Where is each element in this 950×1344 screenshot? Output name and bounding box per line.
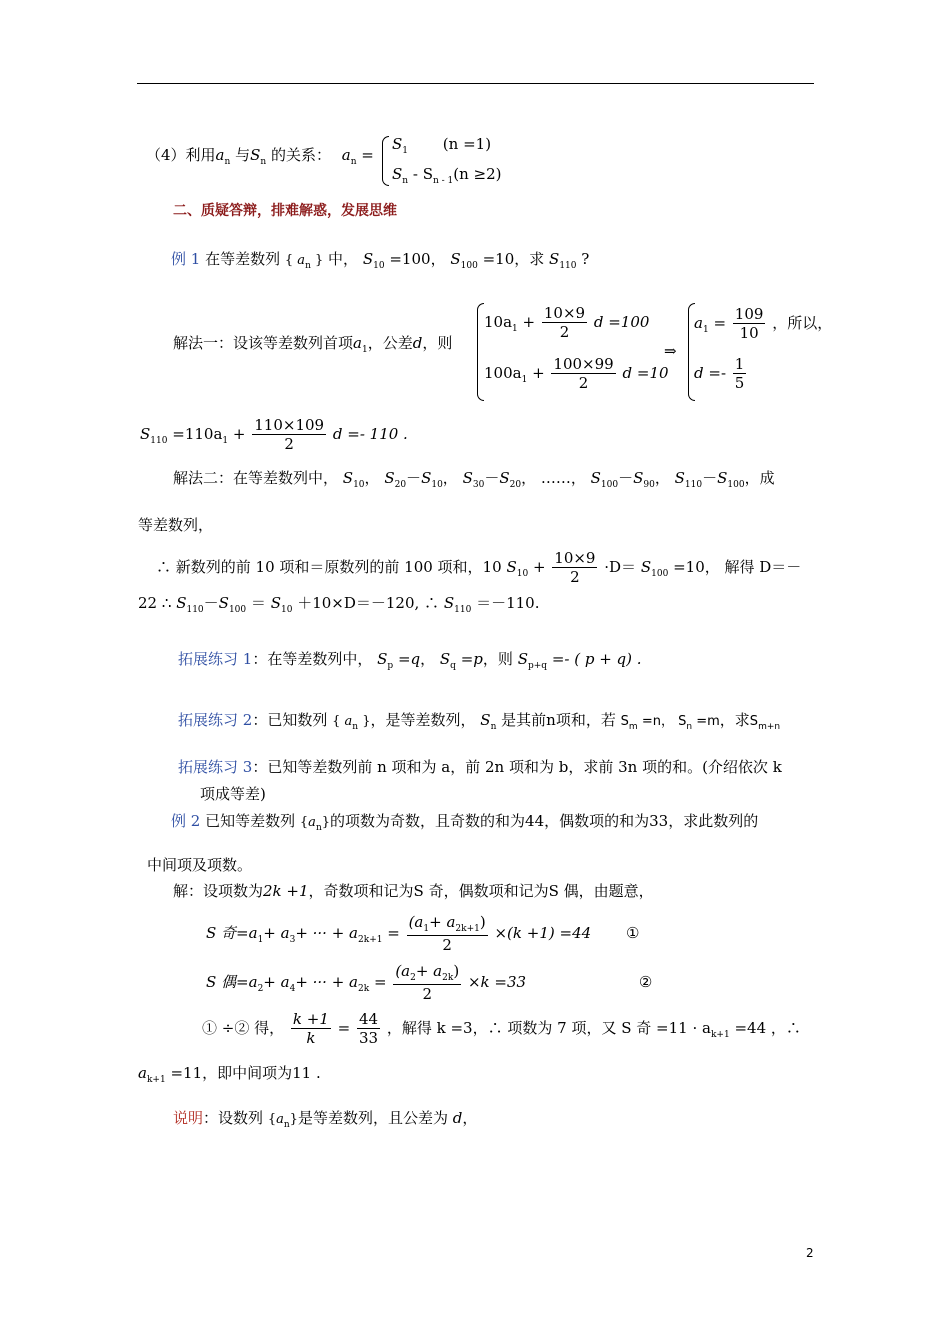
r2-num: 1: [734, 355, 745, 373]
sol1-eq1: $10a_1$ + $\frac{10\times 9}{2}$ d =100: [484, 304, 650, 341]
sol1-label: 解法一：设该等差数列首项: [173, 334, 354, 352]
example1-label: 例 1: [171, 250, 201, 268]
sol3-eq2-num-c: ): [453, 962, 460, 980]
div-num1: k +1: [292, 1010, 329, 1028]
sol2-line4-a: 22 ∴: [138, 594, 172, 612]
ext3-line1: [178, 760, 782, 775]
ext2-text-b: 是等差数列，: [385, 711, 476, 729]
sol2-line3-b: ·D＝: [604, 558, 637, 576]
sol3-eq2-num: (a: [395, 962, 411, 980]
eq2-den: 2: [578, 374, 589, 392]
case2-cond: (n ≥2): [453, 165, 502, 183]
sol3-eq1-num: (a: [408, 913, 424, 931]
sol2-line3-c: =10， 解得 D＝－: [673, 558, 802, 576]
sol3-last-c: ，即中间项为: [202, 1064, 293, 1082]
example1-ask: ，求: [514, 250, 545, 268]
sol1-ze: ，则: [422, 334, 453, 352]
sol3-even: S 偶: [548, 882, 579, 900]
example2-label: 例 2: [171, 812, 201, 830]
implies-arrow: ⇒: [664, 342, 677, 360]
eq2-lead: 100a: [484, 364, 522, 382]
final-den: 2: [284, 435, 294, 453]
note-text-a: ：设数列: [203, 1109, 264, 1127]
header-rule: [137, 83, 814, 84]
ext1-eq-b: =p: [460, 650, 483, 668]
sol3-last-d: 11 .: [292, 1064, 321, 1082]
note-line: 说明：设数列 $\{a_n\}$是等差数列，且公差为 d，: [173, 1109, 478, 1130]
final-num: 110×109: [254, 416, 325, 434]
eq2-tail: d =10: [622, 364, 669, 382]
note-text-c: ，: [462, 1109, 478, 1127]
example2-text-d: ，求此数列的: [668, 812, 759, 830]
sol2-line3-a: ∴ 新数列的前 10 项和＝原数列的前 100 项和，10: [156, 558, 502, 576]
ext1-eq-c: =- ( p + q) .: [551, 650, 642, 668]
item4-lhs: a: [341, 146, 351, 164]
example2-text-c: ，偶数项的和为: [544, 812, 650, 830]
example2-text-a: 已知等差数列: [205, 812, 296, 830]
div-num2: 44: [358, 1010, 379, 1028]
ext3-text: ：已知等差数列前 n 项和为 a，前 2n 项和为 b，求前 3n 项的和。(介绍依次 k: [252, 758, 782, 776]
sol3-div-b: ，解得 k =3，∴ 项数为 7 项，又 S 奇: [386, 1019, 652, 1037]
eq1-tail: d =100: [593, 313, 650, 331]
div-den2: 33: [358, 1029, 379, 1047]
ext2-n: n: [546, 711, 556, 729]
item4-case2: $S_n - S_{n - 1}(n \ge 2)$: [392, 165, 502, 186]
section-heading: 二、质疑答辩，排难解惑，发展思维: [173, 203, 397, 219]
example1-line: 例 1 在等差数列 { $a_n$ } 中， $S_{10} =100$， $S_{100} =10$，求 $S_{110}$ ?: [171, 250, 590, 271]
sol3-eq2-left: S 偶=a: [206, 973, 258, 991]
item4-text: 的关系：: [270, 146, 331, 164]
sol3-eq1-den: 2: [442, 936, 452, 954]
sol2-line4-b: ＋10×D＝－120, ∴: [297, 594, 440, 612]
ext1-text: ：在等差数列中，: [252, 650, 373, 668]
example2-line1: 例 2 已知等差数列 $\{a_n\}$的项数为奇数，且奇数的和为44，偶数项的和为33，求此数列的: [171, 812, 759, 833]
case2-expr: S: [392, 165, 403, 183]
sol3-div-a: ① ÷② 得，: [202, 1019, 285, 1037]
note-text-b: 是等差数列，且公差为: [297, 1109, 448, 1127]
ext2-text-d: 项和，若: [555, 711, 616, 729]
sol2-line3: ∴ 新数列的前 10 项和＝原数列的前 100 项和，10 $S_{10}$ + $\frac{10\times 9}{2}$ $\cdot D= S_{100} =10$， 解得 D＝－: [156, 549, 802, 586]
sol2-line1: 解法二：在等差数列中， $S_{10}$， $S_{20}-S_{10}$， $S_{30}-S_{20}$， ……， $S_{100}-S_{90}$， $S_{110}-S_{100}$，成: [173, 469, 775, 490]
note-label: 说明: [173, 1109, 204, 1127]
sol2-line2: 等差数列，: [138, 516, 214, 534]
ext2-text-a: ：已知数列: [252, 711, 328, 729]
ext3-line2: 项成等差): [200, 785, 266, 803]
sol3-eq1: S 奇$=a_1+ a_3+$ ··· + $a_{2k+1}$ = $\frac{(a_1+ a_{2k+1})}{2}$ ×(k +1) =44 ①: [206, 913, 640, 954]
sol3-eq1-mid: + a: [263, 924, 290, 942]
eq1-num: 10×9: [543, 304, 586, 322]
sol3-div: ① ÷② 得， $\frac{k +1}{k}$ = $\frac{44}{33}$ ，解得 k =3，∴ 项数为 7 项，又 S 奇 $=11 \cdot a_{k+1} =44$ ，∴: [202, 1010, 801, 1047]
ext1-ze: ，则: [482, 650, 513, 668]
sol3-intro: [173, 884, 654, 899]
sol3-eq2-num-b: + a: [415, 962, 443, 980]
ext1-label: 拓展练习 1: [178, 650, 253, 668]
ext1-eq-a: =q: [397, 650, 421, 668]
sol1-r1: $a_1$ = $\frac{109}{10}$ ，所以，: [694, 305, 833, 342]
sol3-count: 2k +1: [263, 882, 309, 900]
sol3-eq2-mid: + a: [263, 973, 290, 991]
ext2-eq-a: =n: [641, 714, 661, 729]
case2-minus: - S: [412, 165, 433, 183]
div-den1: k: [306, 1029, 316, 1047]
sol3-eq2-dots: + ··· + a: [295, 973, 359, 991]
sol1-eq2: $100a_1$ + $\frac{100\times 99}{2}$ d =10: [484, 355, 669, 392]
sol3-eq1-num-b: + a: [429, 913, 456, 931]
item4-label: （4）利用: [146, 146, 216, 164]
sol3-intro-d: ，由题意，: [578, 882, 654, 900]
example1-text-a: 在等差数列: [205, 250, 281, 268]
example2-v2: 33: [649, 812, 669, 830]
item4-line: （4）利用$a_n$ 与$S_n$ 的关系： $a_n$ =: [146, 146, 374, 167]
sol1-system-brace: [477, 303, 484, 401]
page-number: 2: [806, 1246, 814, 1260]
sol3-eq1-num-c: ): [479, 913, 486, 931]
example2-text-b: 的项数为奇数，且奇数的和为: [330, 812, 526, 830]
s-n: S: [250, 146, 261, 164]
example2-line2: 中间项及项数。: [147, 856, 253, 874]
sol1-gongcha: ，公差: [367, 334, 413, 352]
given1: =100: [389, 250, 431, 268]
mark-2: ②: [638, 973, 653, 991]
a-n: a: [215, 146, 225, 164]
sol2-line3-den: 2: [570, 568, 580, 586]
note-d: d: [452, 1109, 463, 1127]
sol3-intro-c: ，偶数项和记为: [443, 882, 549, 900]
final-tail: d =- 110 .: [332, 425, 408, 443]
mark-1: ①: [625, 924, 640, 942]
sol3-eq1-left: S 奇=a: [206, 924, 258, 942]
ext1-line: 拓展练习 1：在等差数列中， $S_p =q$， $S_q =p$，则 $S_{p+q}$ =- ( p + q) .: [178, 650, 642, 671]
sol3-last-a: a: [138, 1064, 147, 1082]
ext3-label: 拓展练习 3: [178, 758, 253, 776]
sol3-last-b: =11: [170, 1064, 203, 1082]
final-lead: =110a: [172, 425, 223, 443]
eq2-num: 100×99: [553, 355, 614, 373]
sol3-eq1-dots: + ··· + a: [295, 924, 359, 942]
ext2-line: 拓展练习 2：已知数列 { $a_n$ }，是等差数列， $S_n$ 是其前n项和，若 $S_m =n$， $S_n =m$，求$S_{m+n}$: [178, 711, 781, 732]
given2: =10: [482, 250, 515, 268]
case1-cond: (n =1): [442, 135, 492, 153]
yu-text: 与: [235, 146, 251, 164]
sol2-seq-end: ，成: [744, 469, 775, 487]
sol2-label: 解法二：在等差数列中，: [173, 469, 339, 487]
eq1-den: 2: [559, 323, 570, 341]
eq1-lead: 10a: [484, 313, 513, 331]
sol1-final: $S_{110} =110a_1$ + $\frac{110\times 109}{2}$ d =- 110 .: [140, 416, 408, 453]
case1-expr: S: [392, 135, 403, 153]
sol2-line3-num: 10×9: [554, 549, 596, 567]
sol3-eq1-tail: ×(k +1) =44: [494, 924, 592, 942]
sol3-eq2-den: 2: [422, 985, 433, 1003]
ext2-text-c: 是其前: [501, 711, 547, 729]
sol3-intro-a: 解：设项数为: [173, 882, 264, 900]
sol3-eq2: S 偶$=a_2+ a_4+$ ··· + $a_{2k}$ = $\frac{(a_2+ a_{2k})}{2}$ ×k =33 ②: [206, 962, 653, 1003]
sol1-suoyi: ，所以，: [772, 314, 833, 332]
sol3-eq2-tail: ×k =33: [467, 973, 527, 991]
sol1-r2: d =- $\frac{1}{5}$: [694, 355, 745, 392]
r2-den: 5: [734, 374, 745, 392]
sol2-line4: 22 ∴ $S_{110}-S_{100} = S_{10} +10\times D=-120$, ∴ $S_{110} =-110$.: [138, 594, 540, 615]
r1-den: 10: [739, 324, 759, 342]
sol3-last: $a_{k+1} =11$，即中间项为11 .: [138, 1064, 321, 1085]
r1-num: 109: [734, 305, 764, 323]
sol3-intro-b: ，奇数项和记为: [308, 882, 414, 900]
sol3-div-d: =44 ，∴: [734, 1019, 801, 1037]
example2-v1: 44: [525, 812, 545, 830]
ext2-eq-b: =m: [696, 714, 720, 729]
sol3-div-c: =11 · a: [656, 1019, 711, 1037]
ext2-qiu: ，求: [719, 711, 750, 729]
item4-brace: [382, 136, 389, 186]
sol1-intro: 解法一：设该等差数列首项$a_1$，公差d，则: [173, 334, 453, 355]
sol2-line4-c: ＝－110.: [476, 594, 540, 612]
sol3-odd: S 奇: [413, 882, 444, 900]
ext2-label: 拓展练习 2: [178, 711, 253, 729]
example1-text-b: 中，: [328, 250, 359, 268]
item4-case1: $S_1$ (n =1): [392, 135, 492, 156]
